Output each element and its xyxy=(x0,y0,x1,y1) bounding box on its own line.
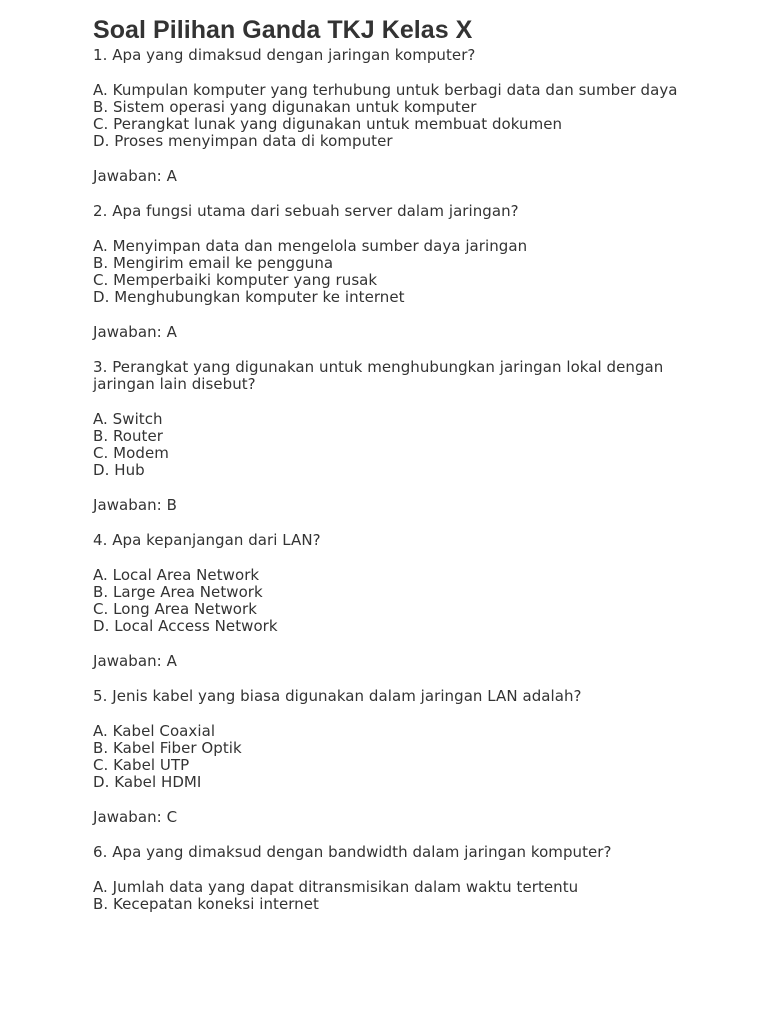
answer-text: Jawaban: C xyxy=(93,808,178,826)
document-title: Soal Pilihan Ganda TKJ Kelas X xyxy=(93,16,473,44)
question-block xyxy=(93,688,693,826)
question-text: 2. Apa fungsi utama dari sebuah server dalam jaringan? xyxy=(93,202,519,220)
option-item: B. Sistem operasi yang digunakan untuk komputer xyxy=(93,98,477,116)
option-list xyxy=(93,723,693,791)
option-item: C. Kabel UTP xyxy=(93,756,190,774)
option-list xyxy=(93,567,693,635)
answer-text: Jawaban: A xyxy=(93,323,177,341)
option-item: A. Kumpulan komputer yang terhubung untuk berbagi data dan sumber daya xyxy=(93,81,678,99)
answer-text: Jawaban: A xyxy=(93,167,177,185)
answer-text: Jawaban: B xyxy=(93,496,177,514)
option-item: B. Mengirim email ke pengguna xyxy=(93,254,334,272)
question-text: 4. Apa kepanjangan dari LAN? xyxy=(93,531,321,549)
question-block xyxy=(93,844,693,913)
option-list xyxy=(93,411,693,479)
question-block xyxy=(93,532,693,670)
option-item: A. Menyimpan data dan mengelola sumber daya jaringan xyxy=(93,237,528,255)
question-block xyxy=(93,203,693,341)
option-item: A. Local Area Network xyxy=(93,566,260,584)
option-item: D. Kabel HDMI xyxy=(93,773,202,791)
question-text: 3. Perangkat yang digunakan untuk menghubungkan jaringan lokal dengan jaringan lain disebut? xyxy=(93,358,664,393)
document-page xyxy=(93,14,693,913)
option-item: A. Kabel Coaxial xyxy=(93,722,216,740)
option-list xyxy=(93,879,693,913)
option-item: A. Jumlah data yang dapat ditransmisikan dalam waktu tertentu xyxy=(93,878,579,896)
option-item: D. Proses menyimpan data di komputer xyxy=(93,132,393,150)
option-item: C. Perangkat lunak yang digunakan untuk membuat dokumen xyxy=(93,115,563,133)
option-item: B. Large Area Network xyxy=(93,583,263,601)
option-item: D. Menghubungkan komputer ke internet xyxy=(93,288,405,306)
option-item: B. Kabel Fiber Optik xyxy=(93,739,242,757)
option-item: B. Kecepatan koneksi internet xyxy=(93,895,319,913)
question-text: 6. Apa yang dimaksud dengan bandwidth dalam jaringan komputer? xyxy=(93,843,612,861)
option-item: B. Router xyxy=(93,427,163,445)
question-block xyxy=(93,47,693,185)
option-item: C. Long Area Network xyxy=(93,600,257,618)
option-list xyxy=(93,238,693,306)
answer-text: Jawaban: A xyxy=(93,652,177,670)
option-item: C. Modem xyxy=(93,444,169,462)
question-text: 5. Jenis kabel yang biasa digunakan dalam jaringan LAN adalah? xyxy=(93,687,582,705)
option-item: C. Memperbaiki komputer yang rusak xyxy=(93,271,378,289)
option-item: D. Local Access Network xyxy=(93,617,278,635)
option-item: A. Switch xyxy=(93,410,163,428)
option-list xyxy=(93,82,693,150)
option-item: D. Hub xyxy=(93,461,145,479)
question-block xyxy=(93,359,693,514)
question-text: 1. Apa yang dimaksud dengan jaringan komputer? xyxy=(93,46,476,64)
